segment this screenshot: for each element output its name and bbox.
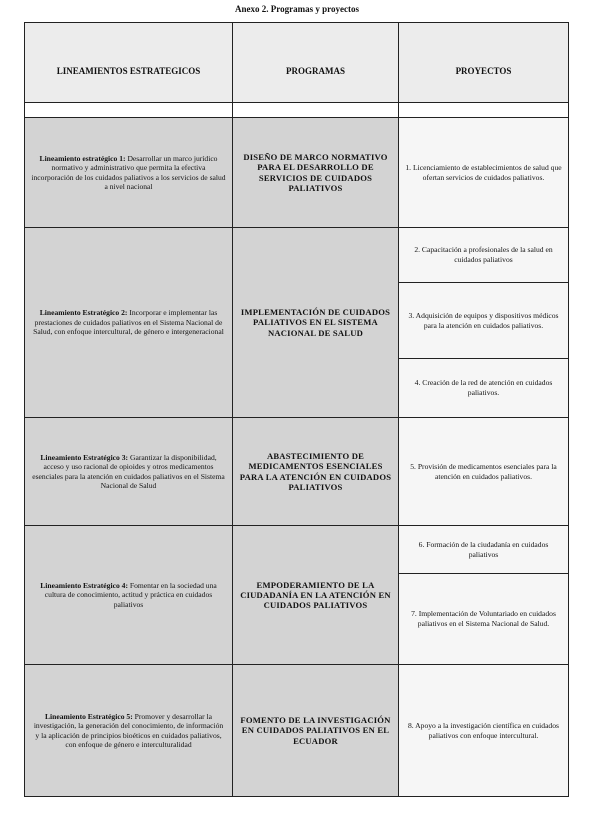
programs-table (24, 22, 569, 797)
lineamiento-text: Incorporar e implementar las prestaciones de cuidados paliativos en el Sistema Nacional de Salud, con enfoque intercultural, de género e intergeneracional (33, 308, 224, 337)
lineamiento-cell (25, 526, 233, 665)
lineamiento-label: Lineamiento Estratégico 3: (40, 452, 129, 462)
proyecto-cell: 1. Licenciamiento de establecimientos de salud que ofertan servicios de cuidados paliativos. (399, 118, 569, 228)
header-programas: PROGRAMAS (233, 23, 399, 103)
table-row (25, 526, 569, 574)
programa-cell: ABASTECIMIENTO DE MEDICAMENTOS ESENCIALES PARA LA ATENCIÓN EN CUIDADOS PALIATIVOS (233, 418, 399, 526)
table-row (25, 418, 569, 526)
programa-cell: EMPODERAMIENTO DE LA CIUDADANÍA EN LA ATENCIÓN EN CUIDADOS PALIATIVOS (233, 526, 399, 665)
lineamiento-text: Promover y desarrollar la investigación, la generación del conocimiento, de información y la aplicación de principios bioéticos en cuidados paliativos, con enfoque de género e interculturalidad (33, 711, 224, 749)
programa-cell: IMPLEMENTACIÓN DE CUIDADOS PALIATIVOS EN EL SISTEMA NACIONAL DE SALUD (233, 228, 399, 418)
header-row (25, 23, 569, 103)
lineamiento-label: Lineamiento Estratégico 4: (40, 580, 128, 590)
lineamiento-label: Lineamiento Estratégico 5: (44, 711, 133, 721)
proyecto-cell: 8. Apoyo a la investigación científica en cuidados paliativos con enfoque intercultural. (399, 665, 569, 797)
lineamiento-cell (25, 665, 233, 797)
proyecto-cell: 2. Capacitación a profesionales de la salud en cuidados paliativos (399, 228, 569, 283)
header-lineamientos: LINEAMIENTOS ESTRATEGICOS (25, 23, 233, 103)
lineamiento-cell (25, 228, 233, 418)
lineamiento-text: Desarrollar un marco jurídico normativo y administrativo que permita la efectiva incorporación de los cuidados paliativos a los servicios de salud a nivel nacional (31, 153, 226, 191)
table-row (25, 118, 569, 228)
proyecto-cell: 7. Implementación de Voluntariado en cuidados paliativos en el Sistema Nacional de Salud. (399, 574, 569, 665)
lineamiento-label: Lineamiento estratégico 1: (39, 153, 126, 163)
proyecto-cell: 5. Provisión de medicamentos esenciales para la atención en cuidados paliativos. (399, 418, 569, 526)
programa-cell: FOMENTO DE LA INVESTIGACIÓN EN CUIDADOS PALIATIVOS EN EL ECUADOR (233, 665, 399, 797)
lineamiento-label: Lineamiento Estratégico 2: (39, 308, 128, 318)
proyecto-cell: 4. Creación de la red de atención en cuidados paliativos. (399, 359, 569, 418)
proyecto-cell: 3. Adquisición de equipos y dispositivos médicos para la atención en cuidados paliativos. (399, 283, 569, 359)
spacer-row (25, 103, 569, 118)
header-proyectos: PROYECTOS (399, 23, 569, 103)
lineamiento-cell (25, 118, 233, 228)
page-title: Anexo 2. Programas y proyectos (235, 4, 359, 14)
table-row (25, 228, 569, 283)
proyecto-cell: 6. Formación de la ciudadanía en cuidados paliativos (399, 526, 569, 574)
table-row (25, 665, 569, 797)
lineamiento-text: Fomentar en la sociedad una cultura de conocimiento, actitud y práctica en cuidados paliativos (44, 580, 217, 609)
lineamiento-cell (25, 418, 233, 526)
lineamiento-text: Garantizar la disponibilidad, acceso y uso racional de opioides y otros medicamentos esenciales para la atención en cuidados paliativos en el Sistema Nacional de Salud (32, 452, 225, 490)
programa-cell: DISEÑO DE MARCO NORMATIVO PARA EL DESARROLLO DE SERVICIOS DE CUIDADOS PALIATIVOS (233, 118, 399, 228)
